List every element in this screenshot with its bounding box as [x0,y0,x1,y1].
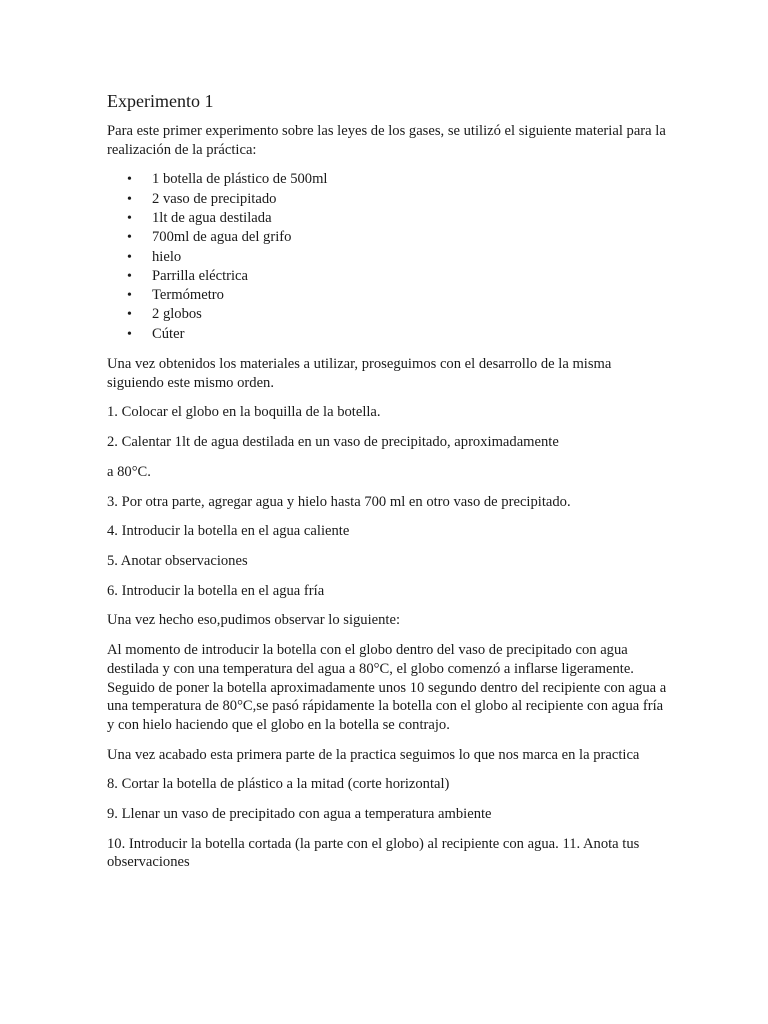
paragraph-step-2: 2. Calentar 1lt de agua destilada en un vaso de precipitado, aproximadamente [107,434,559,451]
bullet-icon: • [127,307,132,323]
list-item-text: 1lt de agua destilada [152,210,272,226]
list-item-text: 2 vaso de precipitado [152,190,277,207]
list-item [107,267,667,286]
paragraph-second-part: Una vez acabado esta primera parte de la practica seguimos lo que nos marca en la practica [107,746,640,763]
bullet-icon: • [127,326,132,342]
bullet-icon: • [127,191,132,207]
list-item [107,209,667,228]
bullet-icon: • [127,230,132,246]
list-item-text: Parrilla eléctrica [152,267,249,284]
list-item-text: Termómetro [152,287,224,304]
list-item-text: 2 globos [152,306,202,323]
bullet-icon: • [127,172,132,188]
paragraph-step-6: 6. Introducir la botella en el agua fría [107,582,325,599]
paragraph-step-9: 9. Llenar un vaso de precipitado con agua a temperatura ambiente [107,806,492,823]
bullet-icon: • [127,211,132,226]
paragraph-procedure-intro: Una vez obtenidos los materiales a utilizar, proseguimos con el desarrollo de la misma siguiendo este mismo orden. [107,356,612,391]
list-item [107,248,667,267]
bullet-icon: • [127,249,132,265]
paragraph-step-1: 1. Colocar el globo en la boquilla de la botella. [107,404,381,421]
list-item [107,190,667,209]
materials-list [107,170,667,344]
list-item-text: 1 botella de plástico de 500ml [152,171,328,188]
list-item [107,228,667,247]
list-item-text: Cúter [152,325,185,342]
list-item [107,170,667,189]
list-item [107,305,667,324]
paragraph-observation-intro: Una vez hecho eso,pudimos observar lo siguiente: [107,612,401,629]
paragraph-step-2-continued: a 80°C. [107,463,151,480]
intro-paragraph: Para este primer experimento sobre las leyes de los gases, se utilizó el siguiente material para la realización de la práctica: [107,123,666,158]
list-item-text: 700ml de agua del grifo [152,229,292,246]
bullet-icon: • [127,268,132,284]
document-heading: Experimento 1 [107,91,214,111]
list-item-text: hielo [152,248,182,265]
bullet-icon: • [127,288,132,304]
paragraph-step-3: 3. Por otra parte, agregar agua y hielo hasta 700 ml en otro vaso de precipitado. [107,493,571,510]
document-page [107,90,667,883]
paragraph-step-10-11: 10. Introducir la botella cortada (la parte con el globo) al recipiente con agua. 11. Anota tus observaciones [107,835,640,871]
paragraph-observation: Al momento de introducir la botella con el globo dentro del vaso de precipitado con agua destilada y con una temperatura del agua a 80°C, el globo comenzó a inflarse ligeramente. Seguido de poner la botella aproximadamente unos 10 segundo dentro del recipiente con agua a una temperatura de 80°C,se pasó rápidamente la botella con el globo al recipiente con agua fría y con hielo haciendo que el globo en la botella se contrajo. [107,642,667,733]
list-item [107,325,667,344]
paragraph-step-4: 4. Introducir la botella en el agua caliente [107,523,350,540]
paragraph-step-5: 5. Anotar observaciones [107,553,248,569]
list-item [107,286,667,305]
paragraph-step-8: 8. Cortar la botella de plástico a la mitad (corte horizontal) [107,776,450,793]
